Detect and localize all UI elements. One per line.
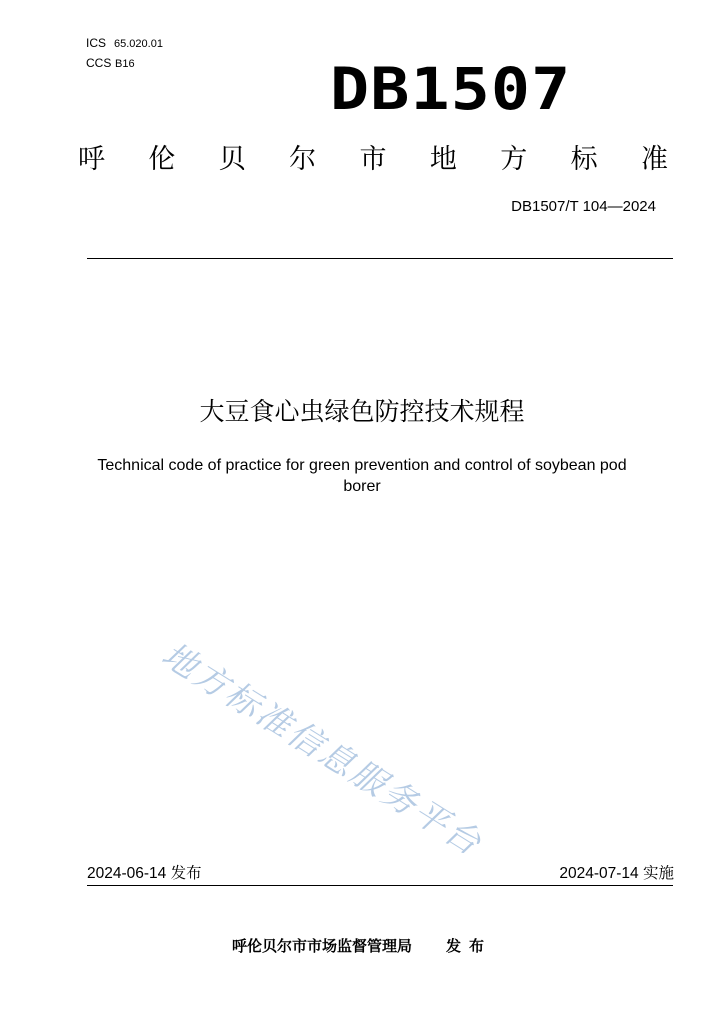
- ccs-value: B16: [115, 58, 135, 70]
- watermark: 地方标准信息服务平台: [154, 634, 490, 865]
- authority-char: 标: [570, 144, 598, 175]
- authority-char: 准: [641, 144, 668, 175]
- publish-date: 2024-06-14: [87, 865, 167, 882]
- authority-char: 方: [500, 144, 528, 175]
- issuer-action: 发布: [446, 937, 493, 955]
- ccs-label: CCS: [86, 56, 112, 70]
- authority-char: 贝: [218, 144, 246, 175]
- effective-date: 2024-07-14: [559, 865, 639, 882]
- effective-label: 实施: [642, 865, 674, 882]
- standard-code: DB1507: [330, 55, 572, 123]
- footer-divider: [87, 885, 673, 886]
- authority-char: 市: [359, 144, 387, 175]
- issuer-name: 呼伦贝尔市市场监督管理局: [231, 937, 412, 955]
- effective-date-line: [559, 864, 674, 884]
- authority-title: [78, 142, 668, 178]
- authority-char: 尔: [289, 144, 317, 175]
- authority-char: 地: [429, 144, 457, 175]
- publish-label: 发布: [170, 865, 202, 882]
- authority-char: 伦: [148, 144, 176, 175]
- title-english: Technical code of practice for green prevention and control of soybean pod borer: [97, 457, 627, 495]
- title-chinese: 大豆食心虫绿色防控技术规程: [199, 397, 525, 426]
- ics-value: 65.020.01: [114, 38, 163, 50]
- header-divider: [87, 258, 673, 259]
- authority-char: 呼: [78, 144, 105, 175]
- issuer-line: [0, 935, 724, 956]
- standard-number: DB1507/T 104—2024: [511, 198, 656, 215]
- publish-date-line: [87, 864, 202, 884]
- ics-label: ICS: [86, 36, 107, 50]
